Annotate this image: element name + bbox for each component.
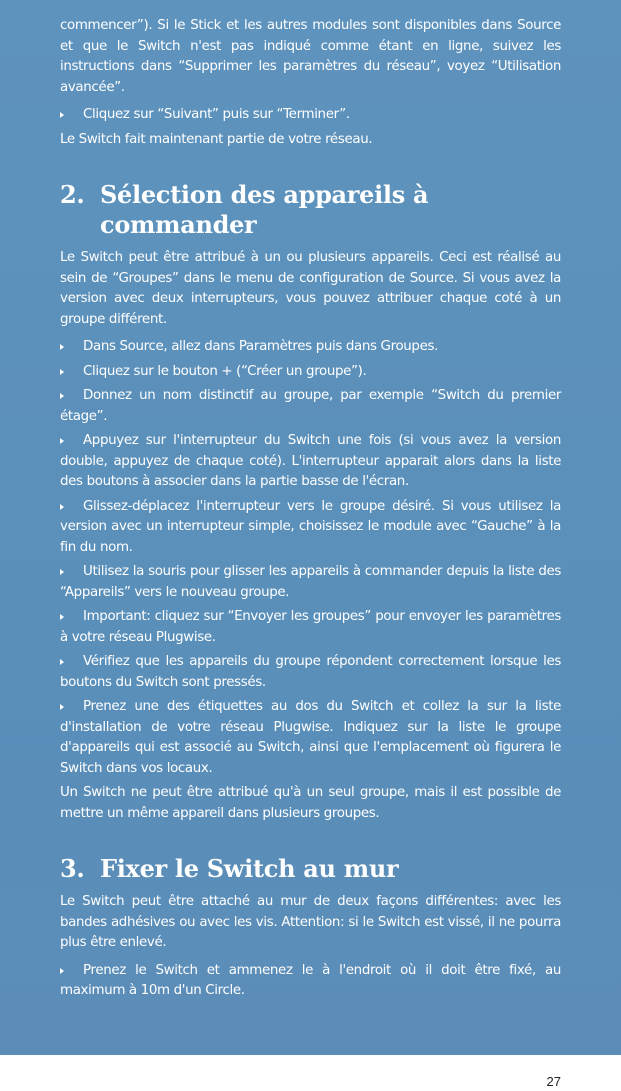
list-item: Utilisez la souris pour glisser les appareils à commander depuis la liste des “Appareils” vers le nouveau groupe. (60, 564, 561, 600)
bullet-triangle-icon (60, 659, 64, 665)
list-item: Cliquez sur “Suivant” puis sur “Terminer”. (60, 105, 561, 126)
bullet-triangle-icon (60, 438, 64, 444)
bullet-triangle-icon (60, 369, 64, 375)
section-2-heading (60, 180, 561, 240)
list-item: Vérifiez que les appareils du groupe répondent correctement lorsque les boutons du Switch sont pressés. (60, 654, 561, 690)
section-3-intro: Le Switch peut être attaché au mur de deux façons différentes: avec les bandes adhésives ou avec les vis. Attention: si le Switch est vissé, il ne pourra plus être enlevé. (60, 894, 561, 950)
list-item: Appuyez sur l'interrupteur du Switch une fois (si vous avez la version double, appuyez de chaque coté). L'interrupteur apparait alors dans la liste des boutons à associer dans la partie basse de l'écran. (60, 433, 561, 489)
list-item: Prenez une des étiquettes au dos du Switch et collez la sur la liste d'installation de votre réseau Plugwise. Indiquez sur la liste le groupe d'appareils qui est associé au Switch, ainsi que l'emplacement où figurera le Switch dans vos locaux. (60, 699, 561, 776)
list-item: Donnez un nom distinctif au groupe, par exemple “Switch du premier étage”. (60, 388, 561, 424)
list-item: Cliquez sur le bouton + (“Créer un groupe”). (60, 362, 561, 383)
bullet-triangle-icon (60, 112, 64, 118)
intro-paragraph: commencer”). Si le Stick et les autres modules sont disponibles dans Source et que le Switch n'est pas indiqué comme étant en ligne, suivez les instructions dans “Supprimer les paramètres du réseau”, voyez “Utilisation avancée”. (60, 18, 561, 95)
bullet-triangle-icon (60, 393, 64, 399)
list-item: Prenez le Switch et ammenez le à l'endroit où il doit être fixé, au maximum à 10m d'un Circle. (60, 962, 561, 998)
bullet-triangle-icon (60, 344, 64, 350)
bullet-triangle-icon (60, 504, 64, 510)
page-number: 27 (546, 1074, 561, 1089)
page-content (60, 16, 561, 1006)
list-item: Dans Source, allez dans Paramètres puis dans Groupes. (60, 337, 561, 358)
section-3-heading (60, 854, 561, 884)
bullet-triangle-icon (60, 704, 64, 710)
bullet-triangle-icon (60, 569, 64, 575)
section-2-title: Sélection des appareils à commander (100, 180, 429, 239)
section-2-number: 2. (60, 180, 85, 209)
section-3-number: 3. (60, 854, 85, 883)
bullet-triangle-icon (60, 614, 64, 620)
list-item: Important: cliquez sur “Envoyer les groupes” pour envoyer les paramètres à votre réseau Plugwise. (60, 609, 561, 645)
bullet-triangle-icon (60, 968, 64, 974)
intro-closing: Le Switch fait maintenant partie de votre réseau. (60, 131, 373, 147)
section-3-title: Fixer le Switch au mur (100, 854, 399, 883)
section-2-closing: Un Switch ne peut être attribué qu'à un seul groupe, mais il est possible de mettre un même appareil dans plusieurs groupes. (60, 785, 561, 821)
section-2-intro: Le Switch peut être attribué à un ou plusieurs appareils. Ceci est réalisé au sein de “Groupes” dans le menu de configuration de Source. Si vous avez la version avec deux interrupteurs, vous pouvez attribuer chaque coté à un groupe différent. (60, 250, 561, 327)
list-item: Glissez-déplacez l'interrupteur vers le groupe désiré. Si vous utilisez la version avec un interrupteur simple, choisissez le module avec “Gauche” à la fin du nom. (60, 498, 561, 555)
